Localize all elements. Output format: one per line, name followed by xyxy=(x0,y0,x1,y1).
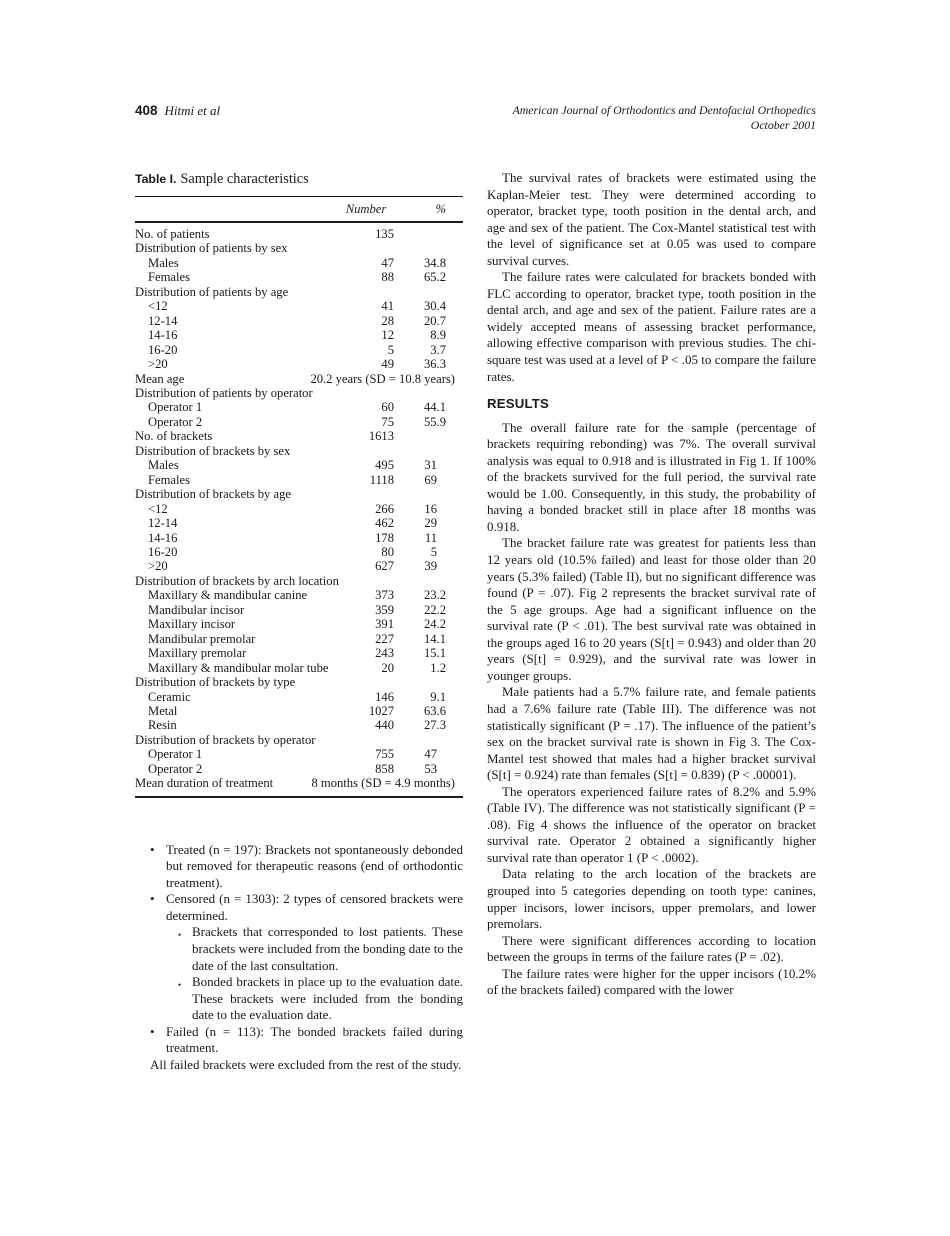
row-number: 80 xyxy=(381,544,394,559)
table-row xyxy=(135,314,463,328)
table-row xyxy=(135,690,463,704)
row-label: Males xyxy=(148,255,179,270)
row-number: 49 xyxy=(381,357,394,372)
row-number: 1118 xyxy=(369,472,394,487)
table-row xyxy=(135,545,463,559)
running-authors: Hitmi et al xyxy=(164,103,221,118)
row-label: Operator 2 xyxy=(148,414,203,429)
left-column xyxy=(135,170,463,1073)
row-label: Mandibular incisor xyxy=(148,602,245,617)
page-number: 408 xyxy=(135,103,158,118)
row-number: 28 xyxy=(381,313,394,328)
row-number: 12 xyxy=(381,328,394,343)
table-row xyxy=(135,357,463,371)
row-number: 88 xyxy=(381,270,394,285)
table-header-percent: % xyxy=(435,202,446,216)
bullet-icon: • xyxy=(150,841,155,857)
running-header xyxy=(135,103,816,132)
row-label: Operator 1 xyxy=(148,400,203,415)
row-label: Maxillary premolar xyxy=(148,646,247,661)
row-percent: 29 xyxy=(424,516,437,531)
row-percent xyxy=(394,574,446,588)
row-number: 146 xyxy=(375,689,394,704)
row-percent: 55.9 xyxy=(423,414,446,429)
row-percent: 36.3 xyxy=(423,357,446,372)
table-row xyxy=(135,531,463,545)
row-percent: 11 xyxy=(424,530,437,545)
row-number: 359 xyxy=(375,602,394,617)
row-percent: 63.6 xyxy=(423,703,446,718)
row-percent xyxy=(394,487,446,501)
note-text: Treated (n = 197): Brackets not spontaneously debonded but removed for therapeutic reasons (end of orthodontic treatment). xyxy=(166,841,463,890)
methods-paragraphs xyxy=(487,170,816,385)
paragraph: The bracket failure rate was greatest for patients less than 12 years old (10.5% failed) and least for those older than 20 years (5.3% failed) (Table II), but no significant difference was found (P = .07). Fig 2 represents the bracket survival rate of the 5 age groups. Age had a significant influence on the survival rate (P < .01). The best survival rate was obtained in the groups aged 16 to 20 years (S[t] = 0.943) and older than 20 years (S[t] = 0.929), and the survival rate was lower in younger groups. xyxy=(487,535,816,683)
row-number: 440 xyxy=(375,718,394,733)
row-label: Metal xyxy=(148,703,178,718)
running-header-right xyxy=(513,103,816,132)
row-number: 60 xyxy=(381,400,394,415)
sample-characteristics-table xyxy=(135,196,463,798)
row-number: 75 xyxy=(381,414,394,429)
row-label: 14-16 xyxy=(148,530,178,545)
row-label: Mean age xyxy=(135,371,185,386)
row-percent xyxy=(394,227,446,241)
row-number: 373 xyxy=(375,588,394,603)
row-percent: 15.1 xyxy=(423,646,446,661)
table-row xyxy=(135,372,463,386)
row-percent: 69 xyxy=(424,472,437,487)
row-number: 391 xyxy=(375,617,394,632)
row-percent: 9.1 xyxy=(430,689,446,704)
closing-paragraph: All failed brackets were excluded from the rest of the study. xyxy=(150,1056,462,1072)
list-item xyxy=(135,842,463,892)
table-row xyxy=(135,704,463,718)
row-label: 12-14 xyxy=(148,516,178,531)
table-caption-label: Table I. xyxy=(135,172,177,186)
row-label: 16-20 xyxy=(148,544,178,559)
bullet-icon: • xyxy=(178,930,182,941)
row-label: No. of patients xyxy=(135,227,210,241)
journal-title: American Journal of Orthodontics and Dentofacial Orthopedics xyxy=(512,103,816,117)
row-label: Resin xyxy=(148,718,177,733)
table-row xyxy=(135,343,463,357)
table-row xyxy=(135,285,463,299)
row-percent: 20.7 xyxy=(423,313,446,328)
row-number xyxy=(338,487,394,501)
paragraph: Male patients had a 5.7% failure rate, and female patients had a 7.6% failure rate (Table III). The difference was not statistically significant (P = .17). The influence of the patient’s sex on the bracket survival rate is shown in Fig 3. The Cox-Mantel test showed that males had a higher bracket survival (S[t] = 0.924) rate than females (S[t] = 0.839) (P < .00001). xyxy=(487,684,816,783)
table-header-spacer xyxy=(135,202,338,217)
table-caption xyxy=(135,170,463,188)
paragraph: The failure rates were higher for the upper incisors (10.2% of the brackets failed) compared with the lower xyxy=(487,965,816,998)
paragraph: Data relating to the arch location of the brackets are grouped into 5 categories depending on tooth type: canines, upper incisors, lower incisors, upper premolars, and lower premolars. xyxy=(487,866,816,932)
note-text: Brackets that corresponded to lost patients. These brackets were included from the bonding date to the date of the last consultation. xyxy=(192,924,463,973)
row-percent: 65.2 xyxy=(423,270,446,285)
row-label: Maxillary & mandibular molar tube xyxy=(148,660,329,675)
results-paragraphs xyxy=(487,420,816,999)
table-row xyxy=(135,588,463,602)
table-row xyxy=(135,227,463,241)
list-item xyxy=(135,924,463,974)
row-percent xyxy=(394,386,446,400)
note-text: Failed (n = 113): The bonded brackets failed during treatment. xyxy=(166,1023,463,1056)
row-number: 20 xyxy=(381,660,394,675)
row-percent: 34.8 xyxy=(423,255,446,270)
row-number: 5 xyxy=(387,342,394,357)
row-label: Distribution of brackets by sex xyxy=(135,443,291,458)
row-percent: 31 xyxy=(424,458,437,473)
row-percent: 47 xyxy=(424,747,437,762)
table-row xyxy=(135,386,463,400)
table-row xyxy=(135,270,463,284)
table-row xyxy=(135,516,463,530)
table-caption-title: Sample characteristics xyxy=(180,171,309,187)
table-row xyxy=(135,747,463,761)
row-percent xyxy=(394,733,446,747)
table-row xyxy=(135,328,463,342)
row-label: 12-14 xyxy=(148,313,178,328)
running-header-left xyxy=(135,103,220,119)
table-body xyxy=(135,223,463,796)
list-item xyxy=(135,1024,463,1057)
paragraph: The operators experienced failure rates of 8.2% and 5.9% (Table IV). The difference was not statistically significant (P = .08). Fig 4 shows the influence of the operator on bracket survival rate. Operator 2 obtained a significantly higher survival rate than operator 1 (P < .0002). xyxy=(487,783,816,865)
table-row xyxy=(135,661,463,675)
row-label: Mandibular premolar xyxy=(148,631,256,646)
row-number: 1613 xyxy=(368,429,394,444)
row-percent: 5 xyxy=(430,544,437,559)
row-percent: 24.2 xyxy=(423,617,446,632)
row-label: Females xyxy=(148,472,190,487)
table-row xyxy=(135,473,463,487)
table-row xyxy=(135,762,463,776)
row-number xyxy=(338,285,394,299)
paragraph: The survival rates of brackets were estimated using the Kaplan-Meier test. They were determined according to operator, bracket type, tooth position in the dental arch, and age and sex of the patient. The Cox-Mantel statistical test with the level of significance set at 0.05 was used to compare survival curves. xyxy=(487,170,816,268)
row-number xyxy=(338,386,394,400)
table-row xyxy=(135,429,463,443)
bullet-icon: • xyxy=(150,1023,155,1039)
note-text: Bonded brackets in place up to the evaluation date. These brackets were included from the bonding date to the evaluation date. xyxy=(192,974,463,1023)
row-number: 227 xyxy=(375,631,394,646)
table-row xyxy=(135,256,463,270)
results-heading: RESULTS xyxy=(487,396,549,412)
row-label: Distribution of brackets by type xyxy=(135,675,296,690)
row-number: 135 xyxy=(375,227,394,241)
bullet-icon: • xyxy=(150,891,155,907)
row-label: <12 xyxy=(148,501,168,516)
row-percent: 3.7 xyxy=(430,342,446,357)
row-label: Operator 2 xyxy=(148,761,203,776)
row-label: Operator 1 xyxy=(148,747,203,762)
bullet-icon: • xyxy=(178,980,182,991)
row-number: 462 xyxy=(375,516,394,531)
paragraph: There were significant differences according to location between the groups in terms of the failure rates (P = .02). xyxy=(487,932,816,965)
row-number: 627 xyxy=(375,559,394,574)
table-row xyxy=(135,603,463,617)
row-label: >20 xyxy=(148,357,168,372)
row-number xyxy=(339,574,395,588)
row-percent xyxy=(394,675,446,689)
table-row xyxy=(135,241,463,255)
table-header-row xyxy=(135,197,463,223)
row-percent xyxy=(394,285,446,299)
row-number: 178 xyxy=(375,530,394,545)
row-label: 16-20 xyxy=(148,342,178,357)
row-label: No. of brackets xyxy=(135,429,213,444)
row-label: Distribution of patients by age xyxy=(135,284,289,299)
row-percent: 22.2 xyxy=(423,602,446,617)
row-label: Distribution of brackets by operator xyxy=(135,732,316,747)
table-row xyxy=(135,617,463,631)
row-percent: 1.2 xyxy=(430,660,446,675)
row-number: 266 xyxy=(375,501,394,516)
row-percent xyxy=(394,429,446,443)
row-number: 1027 xyxy=(368,703,394,718)
paragraph: The overall failure rate for the sample (percentage of brackets requiring rebonding) was 7%. The overall survival analysis was equal to 0.918 and is illustrated in Fig 1. If 100% of the brackets survived for the full period, the survival rate would be 1.00. Consequently, in this study, the probability of having a bonded bracket still in place after 18 months was 0.918. xyxy=(487,419,816,534)
table-row xyxy=(135,502,463,516)
table-row xyxy=(135,733,463,747)
table-row xyxy=(135,574,463,588)
row-percent: 27.3 xyxy=(423,718,446,733)
row-label: Distribution of patients by operator xyxy=(135,385,313,400)
table-row xyxy=(135,559,463,573)
table-header-number: Number xyxy=(345,202,387,216)
table-row xyxy=(135,487,463,501)
row-number: 755 xyxy=(375,747,394,762)
bracket-category-list xyxy=(135,842,463,1057)
row-label: Males xyxy=(148,458,179,473)
table-row xyxy=(135,458,463,472)
row-percent: 44.1 xyxy=(423,400,446,415)
row-percent: 39 xyxy=(424,559,437,574)
table-row xyxy=(135,718,463,732)
journal-issue-date: October 2001 xyxy=(750,117,816,132)
table-row xyxy=(135,444,463,458)
row-number xyxy=(338,675,394,689)
row-number: 858 xyxy=(375,761,394,776)
row-label: Females xyxy=(148,270,190,285)
row-label: >20 xyxy=(148,559,168,574)
row-percent: 30.4 xyxy=(423,299,446,314)
row-percent: 23.2 xyxy=(423,588,446,603)
row-label: Distribution of brackets by arch location xyxy=(135,573,339,588)
row-span-value: 8 months (SD = 4.9 months) xyxy=(311,776,455,791)
table-row xyxy=(135,299,463,313)
row-label: Distribution of patients by sex xyxy=(135,241,288,256)
row-percent xyxy=(394,241,446,255)
table-row xyxy=(135,400,463,414)
row-label: Mean duration of treatment xyxy=(135,776,274,791)
row-label: <12 xyxy=(148,299,168,314)
row-number: 495 xyxy=(375,458,394,473)
table-row xyxy=(135,415,463,429)
row-number xyxy=(338,444,394,458)
row-label: Distribution of brackets by age xyxy=(135,487,291,502)
row-percent xyxy=(394,444,446,458)
table-row xyxy=(135,776,463,790)
row-number: 243 xyxy=(375,646,394,661)
paragraph: The failure rates were calculated for brackets bonded with FLC according to operator, bracket type, tooth position in the dental arch, and age and sex of the patient. Failure rates are a widely accepted means of assessing bracket performance, allowing effective comparison with previous studies. The chi-square test was used at a level of P < .05 to compare the failure rates. xyxy=(487,269,816,384)
list-item xyxy=(135,891,463,924)
row-label: 14-16 xyxy=(148,328,178,343)
list-item xyxy=(135,974,463,1024)
right-column xyxy=(487,170,816,999)
row-label: Maxillary & mandibular canine xyxy=(148,588,308,603)
row-number: 47 xyxy=(381,255,394,270)
table-row xyxy=(135,675,463,689)
row-number: 41 xyxy=(381,299,394,314)
row-label: Maxillary incisor xyxy=(148,617,236,632)
row-percent: 16 xyxy=(424,501,437,516)
row-number xyxy=(338,241,394,255)
table-row xyxy=(135,632,463,646)
note-text: Censored (n = 1303): 2 types of censored brackets were determined. xyxy=(166,891,463,923)
row-label: Ceramic xyxy=(148,689,191,704)
row-number xyxy=(338,733,394,747)
row-percent: 53 xyxy=(424,761,437,776)
table-row xyxy=(135,646,463,660)
row-percent: 8.9 xyxy=(430,328,446,343)
row-span-value: 20.2 years (SD = 10.8 years) xyxy=(310,371,455,386)
row-percent: 14.1 xyxy=(423,631,446,646)
